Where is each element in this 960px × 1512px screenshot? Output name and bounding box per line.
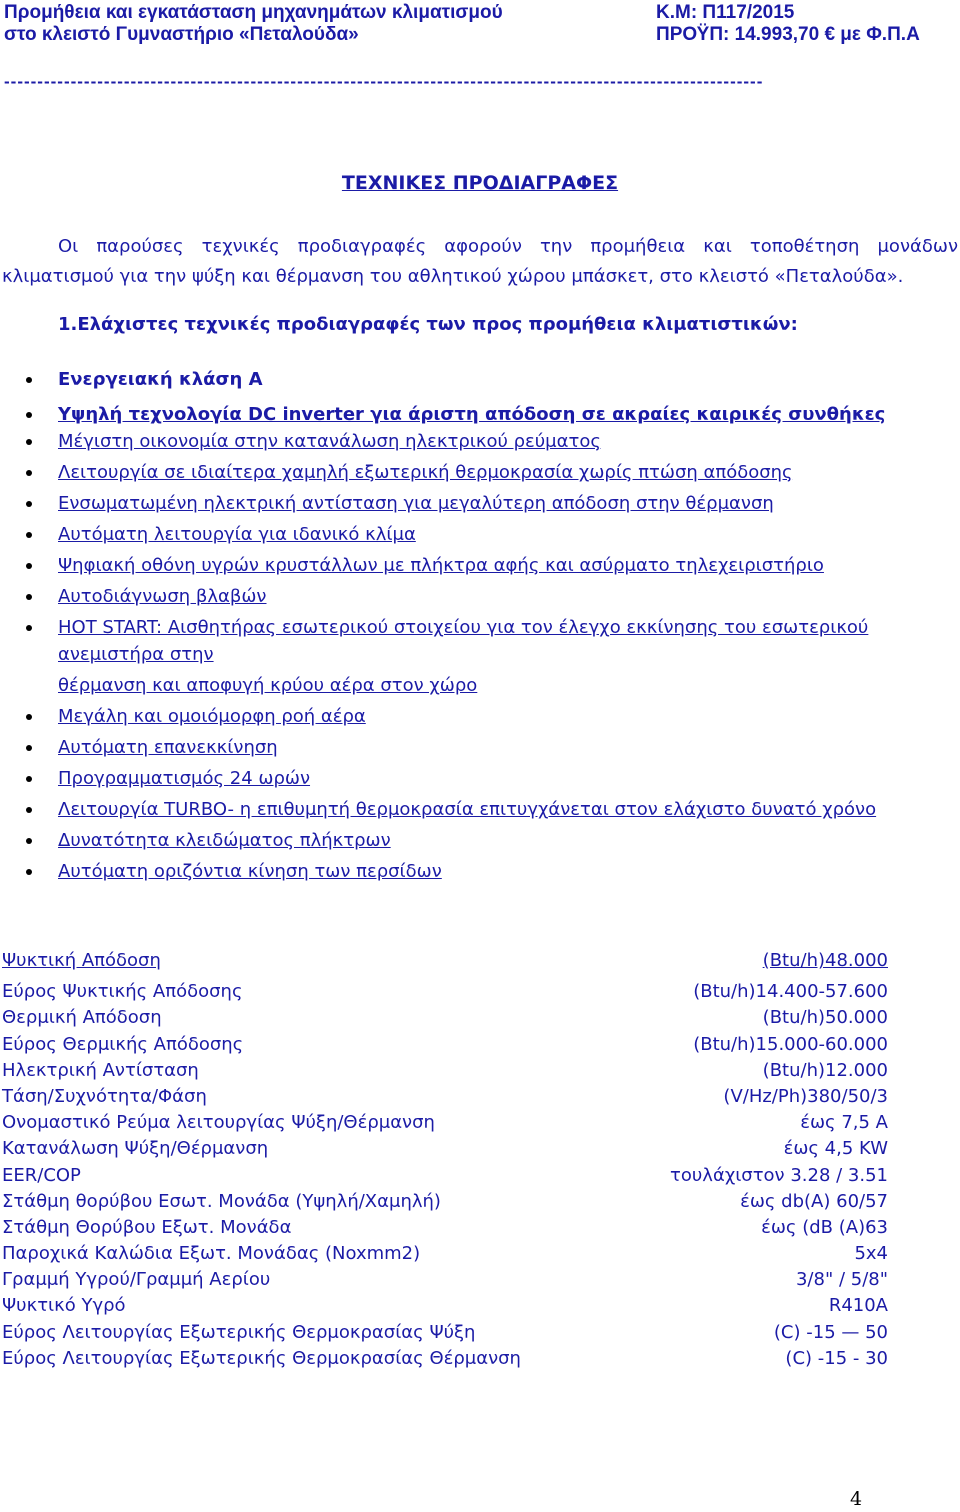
spec-row xyxy=(2,1032,888,1058)
bullet-icon xyxy=(26,532,32,538)
feature-text: Ενσωματωμένη ηλεκτρική αντίσταση για μεγαλύτερη απόδοση στην θέρμανση xyxy=(58,493,774,514)
intro-line-2: κλιματισμού για την ψύξη και θέρμανση του αθλητικού χώρου μπάσκετ, στο κλειστό «Πεταλούδα». xyxy=(2,266,904,287)
feature-text: Αυτόματη επανεκκίνηση xyxy=(58,737,278,758)
spec-row xyxy=(2,1163,888,1189)
feature-text: Αυτόματη οριζόντια κίνηση των περσίδων xyxy=(58,861,442,882)
spec-value: (V/Hz/Ph)380/50/3 xyxy=(723,1085,888,1107)
feature-item xyxy=(0,858,960,885)
spec-value: (Btu/h)48.000 xyxy=(762,950,888,971)
spec-label: Ψυκτικό Υγρό xyxy=(2,1295,126,1317)
header-row-2 xyxy=(4,24,956,46)
spec-row xyxy=(2,1267,888,1293)
spec-value: (C) -15 - 30 xyxy=(785,1347,888,1369)
spec-value: τουλάχιστον 3.28 / 3.51 xyxy=(670,1164,888,1186)
feature-text: Λειτουργία TURBO- η επιθυμητή θερμοκρασία επιτυγχάνεται στον ελάχιστο δυνατό χρόνο xyxy=(58,799,877,820)
spec-row xyxy=(2,1346,888,1372)
bullet-icon xyxy=(26,412,32,418)
spec-label: Παροχικά Καλώδια Εξωτ. Μονάδας (Noxmm2) xyxy=(2,1243,421,1265)
spec-row xyxy=(2,1058,888,1084)
feature-text: Δυνατότητα κλειδώματος πλήκτρων xyxy=(58,830,391,851)
bullet-icon xyxy=(26,377,32,383)
bullet-icon xyxy=(26,838,32,844)
spec-label: Εύρος Λειτουργίας Εξωτερικής Θερμοκρασίας Θέρμανση xyxy=(2,1347,521,1369)
spec-value: (Btu/h)12.000 xyxy=(762,1059,888,1081)
spec-value: έως 4,5 KW xyxy=(783,1138,888,1160)
feature-item xyxy=(0,490,960,517)
spec-value: R410A xyxy=(828,1295,888,1317)
spec-value: (Btu/h)14.400-57.600 xyxy=(693,981,888,1003)
spec-label: Θερμική Απόδοση xyxy=(2,1007,162,1029)
spec-row xyxy=(2,1110,888,1136)
spec-value: (C) -15 — 50 xyxy=(773,1321,888,1343)
feature-text: Υψηλή τεχνολογία DC inverter για άριστη απόδοση σε ακραίες καιρικές συνθήκες xyxy=(58,404,886,425)
feature-item xyxy=(0,614,960,699)
spec-label: Ονομαστικό Ρεύμα λειτουργίας Ψύξη/Θέρμανση xyxy=(2,1112,435,1134)
spec-row xyxy=(2,1189,888,1215)
spec-row xyxy=(2,1005,888,1031)
feature-text: Μεγάλη και ομοιόμορφη ροή αέρα xyxy=(58,706,366,727)
spec-row xyxy=(2,1215,888,1241)
feature-item xyxy=(0,459,960,486)
header-row-1 xyxy=(4,2,956,24)
specs-table xyxy=(2,948,902,1372)
feature-item xyxy=(0,583,960,610)
spec-label: Γραμμή Υγρού/Γραμμή Αερίου xyxy=(2,1269,271,1291)
spec-label: Στάθμη θορύβου Εσωτ. Μονάδα (Υψηλή/Χαμηλή) xyxy=(2,1190,441,1212)
section-heading: 1.Ελάχιστες τεχνικές προδιαγραφές των προς προμήθεια κλιματιστικών: xyxy=(58,314,798,335)
header-project-title: Προμήθεια και εγκατάσταση μηχανημάτων κλιματισμού xyxy=(4,2,503,23)
spec-label: Εύρος Ψυκτικής Απόδοσης xyxy=(2,981,243,1003)
bullet-icon xyxy=(26,714,32,720)
feature-text-continuation: θέρμανση και αποφυγή κρύου αέρα στον χώρο xyxy=(58,675,478,696)
header-budget: ΠΡΟΫΠ: 14.993,70 € με Φ.Π.Α xyxy=(656,24,920,45)
spec-row xyxy=(2,1241,888,1267)
bullet-icon xyxy=(26,470,32,476)
feature-text: HOT START: Αισθητήρας εσωτερικού στοιχείου για τον έλεγχο εκκίνησης του εσωτερικού ανεμιστήρα στην xyxy=(58,617,869,665)
spec-value: (Btu/h)15.000-60.000 xyxy=(693,1033,888,1055)
spec-row xyxy=(2,1084,888,1110)
spec-row xyxy=(2,979,888,1005)
spec-label: Ηλεκτρική Αντίσταση xyxy=(2,1059,199,1081)
spec-label: Ψυκτική Απόδοση xyxy=(2,950,161,971)
bullet-icon xyxy=(26,501,32,507)
feature-item xyxy=(0,428,960,455)
bullet-icon xyxy=(26,563,32,569)
intro-paragraph xyxy=(2,232,958,292)
spec-value: έως (dB (A)63 xyxy=(761,1216,888,1238)
feature-item xyxy=(0,703,960,730)
spec-value: έως 7,5 A xyxy=(800,1112,888,1134)
bullet-icon xyxy=(26,745,32,751)
header-contract-number: Κ.Μ: Π117/2015 xyxy=(656,2,795,23)
feature-item xyxy=(0,796,960,823)
header-divider: ------------------------------------------------------------------------------------------------------------------ xyxy=(4,72,764,91)
spec-label: Τάση/Συχνότητα/Φάση xyxy=(2,1085,207,1107)
feature-item xyxy=(0,765,960,792)
bullet-icon xyxy=(26,439,32,445)
spec-label: Εύρος Λειτουργίας Εξωτερικής Θερμοκρασίας Ψύξη xyxy=(2,1321,476,1343)
feature-text: Αυτοδιάγνωση βλαβών xyxy=(58,586,267,607)
header-project-location: στο κλειστό Γυμναστήριο «Πεταλούδα» xyxy=(4,24,359,45)
spec-row xyxy=(2,1293,888,1319)
page-number: 4 xyxy=(850,1488,863,1510)
feature-text: Ενεργειακή κλάση Α xyxy=(58,369,263,390)
spec-label: Κατανάλωση Ψύξη/Θέρμανση xyxy=(2,1138,269,1160)
feature-item xyxy=(0,552,960,579)
feature-item xyxy=(0,734,960,761)
page-title: ΤΕΧΝΙΚΕΣ ΠΡΟΔΙΑΓΡΑΦΕΣ xyxy=(341,172,619,194)
spec-label: Εύρος Θερμικής Απόδοσης xyxy=(2,1033,244,1055)
spec-row xyxy=(2,1320,888,1346)
intro-line-1: Οι παρούσες τεχνικές προδιαγραφές αφορούν την προμήθεια και τοποθέτηση μονάδων xyxy=(58,236,958,257)
spec-row xyxy=(2,948,888,974)
spec-label: EER/COP xyxy=(2,1164,81,1186)
spec-value: έως db(A) 60/57 xyxy=(740,1190,888,1212)
feature-item xyxy=(0,827,960,854)
spec-value: 5x4 xyxy=(854,1243,888,1265)
bullet-icon xyxy=(26,807,32,813)
document-header xyxy=(4,2,956,46)
features-list xyxy=(0,366,960,889)
bullet-icon xyxy=(26,869,32,875)
spec-label: Στάθμη Θορύβου Εξωτ. Μονάδα xyxy=(2,1216,292,1238)
feature-item xyxy=(0,366,960,393)
feature-text: Λειτουργία σε ιδιαίτερα χαμηλή εξωτερική θερμοκρασία χωρίς πτώση απόδοσης xyxy=(58,462,793,483)
feature-text: Αυτόματη λειτουργία για ιδανικό κλίμα xyxy=(58,524,416,545)
feature-text: Προγραμματισμός 24 ωρών xyxy=(58,768,311,789)
bullet-icon xyxy=(26,594,32,600)
feature-text: Μέγιστη οικονομία στην κατανάλωση ηλεκτρικού ρεύματος xyxy=(58,431,601,452)
feature-text: Ψηφιακή οθόνη υγρών κρυστάλλων με πλήκτρα αφής και ασύρματο τηλεχειριστήριο xyxy=(58,555,824,576)
spec-value: (Btu/h)50.000 xyxy=(762,1007,888,1029)
spec-row xyxy=(2,1136,888,1162)
feature-item xyxy=(0,401,960,428)
bullet-icon xyxy=(26,625,32,631)
bullet-icon xyxy=(26,776,32,782)
spec-value: 3/8" / 5/8" xyxy=(795,1269,888,1291)
feature-item xyxy=(0,521,960,548)
